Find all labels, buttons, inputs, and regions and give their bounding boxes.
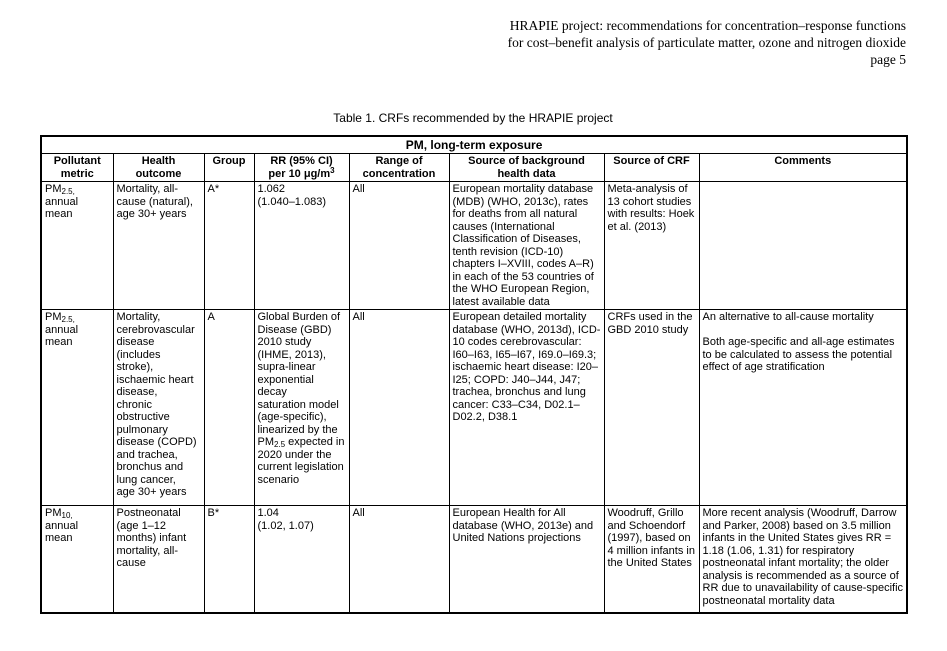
column-header-5: Source of background health data [449, 154, 604, 182]
table-row [41, 310, 907, 506]
cell-r1-c5: European detailed mortality database (WHO, 2013d), ICD-10 codes cerebrovascular: I60–I63, I65–I67, I69.0–I69.3; ischaemic heart disease: I20–I25; COPD: J40–J44, J47; trachea, bronchus and lung cancer: C33–C34, D02.1–D02.2, D38.1 [449, 310, 604, 506]
table-section-row [41, 136, 907, 154]
cell-r2-c4: All [349, 506, 449, 613]
cell-r1-c3: Global Burden of Disease (GBD) 2010 study (IHME, 2013), supra-linear exponential decay saturation model (age-specific), linearized by the $PM_{2.5}$ expected in 2020 under the current legislation scenario [254, 310, 349, 506]
cell-r2-c1: Postneonatal (age 1–12 months) infant mortality, all- cause [113, 506, 204, 613]
cell-r2-c7: More recent analysis (Woodruff, Darrow and Parker, 2008) based on 3.5 million infants in the United States gives RR = 1.18 (1.06, 1.31) for respiratory postneonatal infant mortality; the older analysis is recommended as a source of RR due to unavailability of cause-specific postneonatal mortality data [699, 506, 907, 613]
crf-table [40, 135, 908, 614]
cell-r1-c1: Mortality, cerebrovascular disease (includes stroke), ischaemic heart disease, chronic obstructive pulmonary disease (COPD) and trachea, bronchus and lung cancer, age 30+ years [113, 310, 204, 506]
cell-r2-c6: Woodruff, Grillo and Schoendorf (1997), based on 4 million infants in the United States [604, 506, 699, 613]
table-row [41, 182, 907, 310]
cell-r1-c0: $PM_{2.5,}$ annual mean [41, 310, 113, 506]
cell-r0-c2: A* [204, 182, 254, 310]
cell-r1-c6: CRFs used in the GBD 2010 study [604, 310, 699, 506]
column-header-4: Range of concentration [349, 154, 449, 182]
cell-r1-c4: All [349, 310, 449, 506]
cell-r1-c7: An alternative to all-cause mortality Both age-specific and all-age estimates to be calculated to assess the potential effect of age stratification [699, 310, 907, 506]
cell-r0-c0: $PM_{2.5,}$ annual mean [41, 182, 113, 310]
header-line-2: for cost–benefit analysis of particulate matter, ozone and nitrogen dioxide [507, 35, 906, 50]
table-body [41, 182, 907, 613]
cell-r0-c7 [699, 182, 907, 310]
column-header-3: RR (95% CI) per 10 $\mu g/m^3$ [254, 154, 349, 182]
column-header-1: Health outcome [113, 154, 204, 182]
cell-r2-c0: $PM_{10,}$ annual mean [41, 506, 113, 613]
cell-r2-c5: European Health for All database (WHO, 2013e) and United Nations projections [449, 506, 604, 613]
column-header-row [41, 154, 907, 182]
cell-r2-c2: B* [204, 506, 254, 613]
column-header-0: Pollutant metric [41, 154, 113, 182]
cell-r0-c4: All [349, 182, 449, 310]
column-header-2: Group [204, 154, 254, 182]
cell-r0-c6: Meta-analysis of 13 cohort studies with results: Hoek et al. (2013) [604, 182, 699, 310]
table-caption: Table 1. CRFs recommended by the HRAPIE project [333, 111, 613, 125]
cell-r0-c1: Mortality, all- cause (natural), age 30+ years [113, 182, 204, 310]
header-line-1: HRAPIE project: recommendations for concentration–response functions [509, 18, 906, 33]
cell-r0-c5: European mortality database (MDB) (WHO, 2013c), rates for deaths from all natural causes (International Classification of Diseases, tenth revision (ICD-10) chapters I–XVIII, codes A–R) in each of the 53 countries of the WHO European Region, latest available data [449, 182, 604, 310]
table-row [41, 506, 907, 613]
cell-r1-c2: A [204, 310, 254, 506]
column-header-7: Comments [699, 154, 907, 182]
page-number: page 5 [870, 52, 906, 67]
table-section-header: PM, long-term exposure [41, 136, 907, 154]
document-header [286, 17, 906, 68]
column-header-6: Source of CRF [604, 154, 699, 182]
cell-r0-c3: 1.062 (1.040–1.083) [254, 182, 349, 310]
cell-r2-c3: 1.04 (1.02, 1.07) [254, 506, 349, 613]
